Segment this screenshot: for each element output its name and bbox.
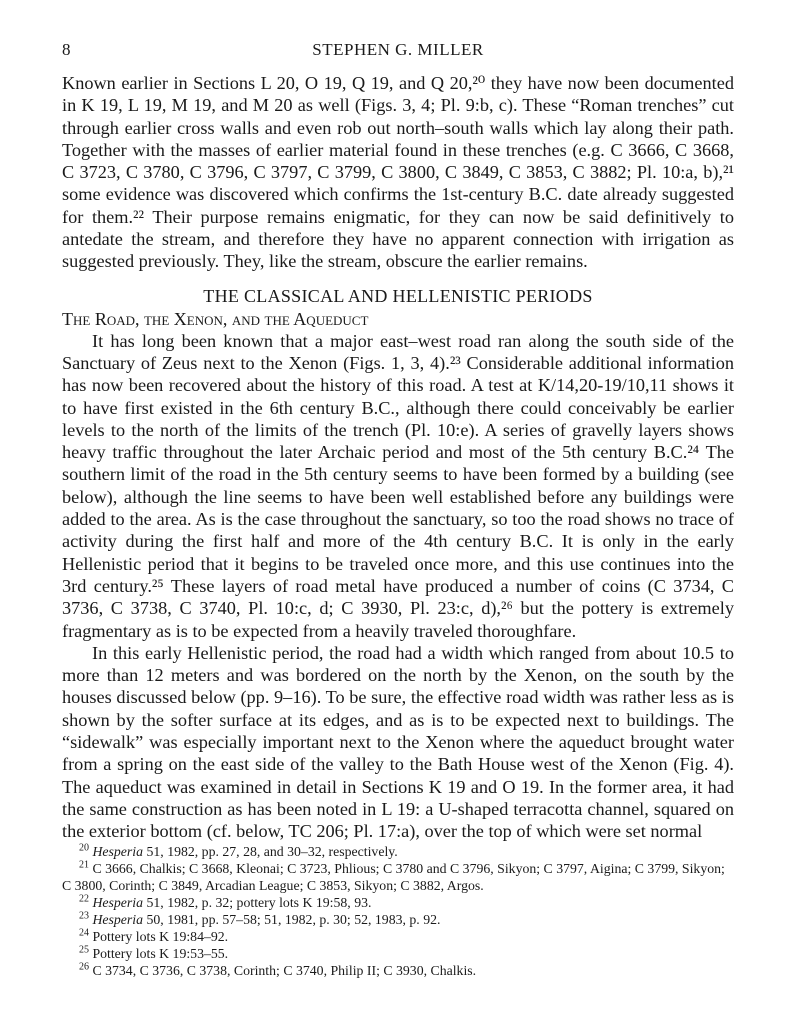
footnote-text: Pottery lots K 19:84–92. bbox=[89, 929, 229, 944]
footnote-number: 26 bbox=[79, 961, 89, 973]
footnote bbox=[62, 911, 734, 928]
main-text bbox=[62, 72, 734, 843]
journal-title: Hesperia bbox=[92, 895, 144, 910]
section-heading: THE CLASSICAL AND HELLENISTIC PERIODS bbox=[203, 285, 593, 306]
journal-title: Hesperia bbox=[92, 912, 144, 927]
footnote-number: 22 bbox=[79, 893, 89, 905]
footnote bbox=[62, 962, 734, 979]
footnote-text: 51, 1982, pp. 27, 28, and 30–32, respectively. bbox=[143, 844, 398, 859]
journal-title: Hesperia bbox=[92, 844, 144, 859]
footnote-number: 21 bbox=[79, 859, 89, 871]
footnote-text: C 3734, C 3736, C 3738, Corinth; C 3740, Philip II; C 3930, Chalkis. bbox=[89, 963, 477, 978]
paragraph-road-history: It has long been known that a major east–west road ran along the south side of the Sanctuary of Zeus next to the Xenon (Figs. 1, 3, 4).²³ Considerable additional information has now been recovered about the history of this road. A test at K/14,20-19/10,11 shows it to have first existed in the 6th century B.C., although there could conceivably be earlier levels to the north of the limits of the trench (Pl. 10:e). A series of gravelly layers shows heavy traffic throughout the later Archaic period and most of the 5th century B.C.²⁴ The southern limit of the road in the 5th century seems to have been formed by a building (see below), although the line seems to have been well established before any buildings were added to the area. As is the case throughout the sanctuary, so too the road shows no trace of activity during the first half and more of the 4th century B.C. It is only in the early Hellenistic period that it begins to be traveled once more, and this use continues into the 3rd century.²⁵ These layers of road metal have produced a number of coins (C 3734, C 3736, C 3738, C 3740, Pl. 10:c, d; C 3930, Pl. 23:c, d),²⁶ but the pottery is extremely fragmentary as is to be expected from a heavily traveled thoroughfare. bbox=[62, 330, 734, 641]
running-title: STEPHEN G. MILLER bbox=[312, 40, 484, 59]
footnote bbox=[62, 928, 734, 945]
footnote-text: 51, 1982, p. 32; pottery lots K 19:58, 93. bbox=[143, 895, 372, 910]
page-number: 8 bbox=[62, 40, 71, 59]
footnote-text: Pottery lots K 19:53–55. bbox=[89, 946, 229, 961]
paragraph-roman-trenches: Known earlier in Sections L 20, O 19, Q 19, and Q 20,²⁰ they have now been documented in K 19, L 19, M 19, and M 20 as well (Figs. 3, 4; Pl. 9:b, c). These “Roman trenches” cut through earlier cross walls and even rob out north–south walls which lay along their path. Together with the masses of earlier material found in these trenches (e.g. C 3666, C 3668, C 3723, C 3780, C 3796, C 3797, C 3799, C 3800, C 3849, C 3853, C 3882; Pl. 10:a, b),²¹ some evidence was discovered which confirms the 1st-century B.C. date already suggested for them.²² Their purpose remains enigmatic, for they can now be said definitively to antedate the stream, and therefore they have no apparent connection with irrigation as suggested previously. They, like the stream, obscure the earlier remains. bbox=[62, 73, 734, 272]
subsection-heading: The Road, the Xenon, and the Aqueduct bbox=[62, 308, 369, 329]
footnote-text: C 3666, Chalkis; C 3668, Kleonai; C 3723, Phlious; C 3780 and C 3796, Sikyon; C 3797, Aigina; C 3799, Sikyon; C 3800, Corinth; C 3849, Arcadian League; C 3853, Sikyon; C 3882, Argos. bbox=[62, 861, 725, 893]
running-header bbox=[62, 40, 734, 64]
footnote bbox=[62, 860, 734, 894]
footnote-number: 23 bbox=[79, 910, 89, 922]
footnote-number: 24 bbox=[79, 927, 89, 939]
footnote-number: 25 bbox=[79, 944, 89, 956]
footnotes bbox=[62, 843, 734, 979]
paragraph-hellenistic-road: In this early Hellenistic period, the road had a width which ranged from about 10.5 to more than 12 meters and was bordered on the north by the Xenon, on the south by the houses discussed below (pp. 9–16). To be sure, the effective road width was rather less as is shown by the softer surface at its edges, and as is to be expected next to buildings. The “sidewalk” was especially important next to the Xenon where the aqueduct brought water from a spring on the east side of the valley to the Bath House west of the Xenon (Fig. 4). The aqueduct was examined in detail in Sections K 19 and O 19. In the former area, it had the same construction as has been noted in L 19: a U-shaped terracotta channel, squared on the exterior bottom (cf. below, TC 206; Pl. 17:a), over the top of which were set normal bbox=[62, 642, 734, 842]
footnote-text: 50, 1981, pp. 57–58; 51, 1982, p. 30; 52, 1983, p. 92. bbox=[143, 912, 441, 927]
footnote bbox=[62, 843, 734, 860]
page bbox=[62, 40, 734, 843]
footnote bbox=[62, 945, 734, 962]
footnote-number: 20 bbox=[79, 842, 89, 854]
footnote bbox=[62, 894, 734, 911]
